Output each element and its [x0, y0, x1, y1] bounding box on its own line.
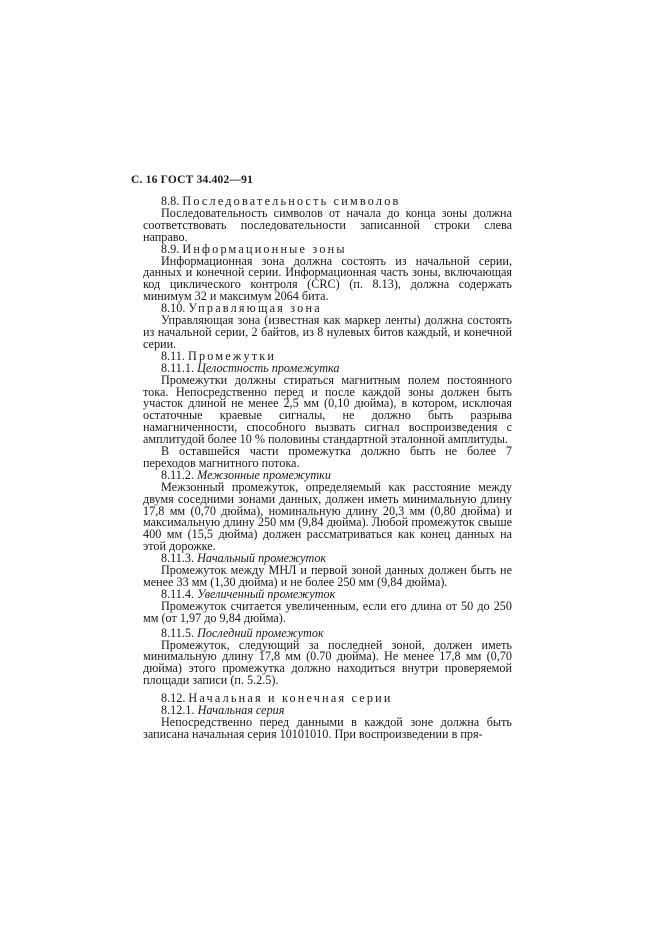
section-title: Информационные зоны: [182, 241, 347, 256]
paragraph: В оставшейся части промежутка должно быть не более 7 переходов магнитного потока.: [143, 444, 512, 470]
section-number: 8.11.: [161, 348, 185, 363]
paragraph: Последовательность символов от начала до конца зоны должна соответствовать последовательности записанной строки слева направо.: [143, 205, 512, 244]
section-number: 8.11.5.: [161, 625, 195, 640]
page-header: С. 16 ГОСТ 34.402—91: [131, 174, 254, 186]
section-8-11-4: [143, 586, 512, 625]
paragraph: Промежуток между МНЛ и первой зоной данных должен быть не менее 33 мм (1,30 дюйма) и не более 250 мм (9,84 дюйма).: [143, 563, 512, 589]
paragraph: Промежуток считается увеличенным, если его длина от 50 до 250 мм (от 1,97 до 9,84 дюйма).: [143, 598, 512, 625]
paragraph: Непосредственно перед данными в каждой зоне должна быть записана начальная серия 10101010. При воспроизведении в пря-: [143, 714, 512, 741]
section-number: 8.12.1.: [161, 703, 195, 718]
paragraph: Промежуток, следующий за последней зоной, должен иметь минимальную длину 17,8 мм (0.70 дюйма). Не менее 17,8 мм (0,70 дюйма) этого промежутка должно находиться внутри проверяемой площади записи (п. 5.2.5).: [143, 637, 512, 688]
section-8-11-5: [143, 625, 512, 688]
section-title: Целостность промежутка: [197, 360, 340, 375]
document-body: [143, 196, 512, 741]
paragraph: Промежутки должны стираться магнитным полем постоянного тока. Непосредственно перед и после каждой зоны должен быть участок длиной не менее 2,5 мм (0,10 дюйма), в котором, исключая остаточные краевые сигналы, не должно быть разрыва намагниченности, способного вызвать сигнал воспроизведения с амплитудой более 10 % половины стандартной эталонной амплитуды.: [143, 372, 512, 447]
paragraph: Межзонный промежуток, определяемый как расстояние между двумя соседними зонами данных, должен иметь минимальную длину 17,8 мм (0,70 дюйма), номинальную длину 20,3 мм (0,80 дюйма) и максимальную длину 250 мм (9,84 дюйма). Любой промежуток свыше 400 мм (15,5 дюйма) должен рассматриваться как конец данных на этой дорожке.: [143, 479, 512, 554]
section-title: Управляющая зона: [188, 301, 322, 316]
section-title: Начальная и конечная серии: [188, 691, 393, 706]
section-number: 8.8.: [161, 194, 180, 208]
section-title: Последовательность символов: [182, 194, 401, 208]
section-number: 8.12.: [161, 691, 186, 706]
section-8-11-3: [143, 553, 512, 589]
section-8-9: [143, 241, 512, 304]
section-title: Увеличенный промежуток: [197, 586, 336, 601]
section-number: 8.9.: [161, 241, 180, 256]
section-title: Начальная серия: [197, 703, 285, 718]
section-8-11-2: [143, 467, 512, 554]
section-number: 8.11.1.: [161, 360, 195, 375]
section-8-8: [143, 196, 512, 244]
section-8-11-1: [143, 360, 512, 470]
section-number: 8.11.3.: [161, 551, 195, 566]
section-number: 8.11.2.: [161, 467, 195, 482]
paragraph: Информационная зона должна состоять из начальной серии, данных и конечной серии. Информационная часть зоны, включающая код циклического контроля (CRC) (п. 8.13), должна содержать минимум 32 и максимум 2064 бита.: [143, 253, 512, 304]
section-title: Промежутки: [187, 348, 277, 363]
section-title: Последний промежуток: [197, 625, 324, 640]
section-title: Начальный промежуток: [197, 551, 327, 566]
paragraph: Управляющая зона (известная как маркер ленты) должна состоять из начальной серии, 2 байтов, из 8 нулевых битов каждый, и конечной серии.: [143, 313, 512, 351]
section-8-10: [143, 303, 512, 351]
section-number: 8.10.: [161, 301, 186, 316]
section-title: Межзонные промежутки: [197, 467, 331, 482]
section-number: 8.11.4.: [161, 586, 195, 601]
section-8-12-1: [143, 705, 512, 741]
